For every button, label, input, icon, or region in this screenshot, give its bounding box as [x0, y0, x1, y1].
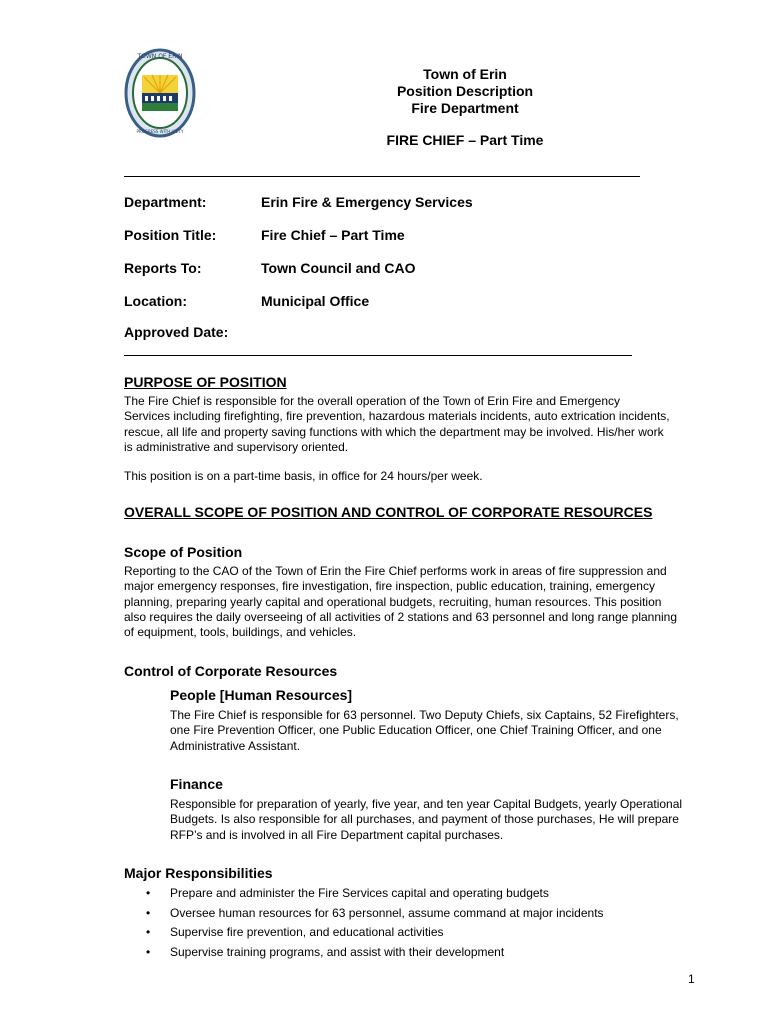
scope-line: planning, preparing yearly capital and operational budgets, recruiting, human resources. This position — [124, 594, 662, 609]
list-item: • Supervise fire prevention, and educational activities — [146, 925, 604, 945]
logo-text-bottom: PROGRESS WITH UNITY — [136, 129, 184, 134]
finance-line: RFP’s and is involved in all Fire Department capital purchases. — [170, 827, 504, 842]
people-line: The Fire Chief is responsible for 63 personnel. Two Deputy Chiefs, six Captains, 52 Firefighters, — [170, 708, 679, 722]
purpose-paragraph — [124, 394, 670, 455]
position-title-label: Position Title: — [124, 227, 217, 243]
responsibilities-list — [146, 886, 604, 964]
purpose-line: Services including firefighting, fire prevention, hazardous materials incidents, auto extrication incidents, — [124, 409, 670, 424]
position-title-value: Fire Chief – Part Time — [261, 227, 405, 243]
finance-heading: Finance — [170, 776, 223, 792]
control-heading: Control of Corporate Resources — [124, 663, 338, 679]
town-of-erin-seal-logo — [124, 47, 196, 139]
scope-paragraph — [124, 564, 677, 640]
divider-top — [124, 176, 640, 177]
header-position-title: FIRE CHIEF – Part Time — [386, 132, 544, 148]
purpose-line: rescue, all life and property saving functions with which the department may be involved. His/her work — [124, 424, 664, 439]
header-department: Fire Department — [411, 100, 519, 116]
major-responsibilities-heading: Major Responsibilities — [124, 865, 273, 881]
scope-line: of equipment, tools, buildings, and vehicles. — [124, 625, 357, 640]
people-heading: People [Human Resources] — [170, 687, 353, 703]
purpose-heading: PURPOSE OF POSITION — [124, 374, 287, 390]
scope-line: Reporting to the CAO of the Town of Erin the Fire Chief performs work in areas of fire suppression and — [124, 564, 667, 578]
overall-scope-heading: OVERALL SCOPE OF POSITION AND CONTROL OF CORPORATE RESOURCES — [124, 504, 653, 520]
location-label: Location: — [124, 293, 187, 309]
department-value: Erin Fire & Emergency Services — [261, 194, 473, 210]
people-paragraph — [170, 708, 679, 754]
purpose-line: The Fire Chief is responsible for the overall operation of the Town of Erin Fire and Emergency — [124, 394, 621, 408]
finance-line: Budgets. Is also responsible for all purchases, and payment of those purchases, He will prepare — [170, 812, 679, 827]
approved-date-label: Approved Date: — [124, 324, 229, 340]
finance-line: Responsible for preparation of yearly, five year, and ten year Capital Budgets, yearly Operational — [170, 797, 683, 811]
scope-heading: Scope of Position — [124, 544, 243, 560]
list-item: • Supervise training programs, and assist with their development — [146, 945, 604, 965]
page-number: 1 — [688, 972, 695, 986]
location-value: Municipal Office — [261, 293, 370, 309]
people-line: Administrative Assistant. — [170, 738, 301, 753]
reports-to-label: Reports To: — [124, 260, 202, 276]
part-time-note: This position is on a part-time basis, in office for 24 hours/per week. — [124, 469, 483, 483]
header-doc-type: Position Description — [396, 83, 534, 99]
header-town: Town of Erin — [423, 66, 507, 82]
department-label: Department: — [124, 194, 207, 210]
divider-approved — [124, 355, 632, 356]
logo-text-top: TOWN OF ERIN — [137, 53, 183, 60]
scope-line: major emergency responses, fire investigation, fire inspection, public education, training, emergency — [124, 579, 655, 594]
reports-to-value: Town Council and CAO — [261, 260, 416, 276]
scope-line: also requires the daily overseeing of all activities of 2 stations and 63 personnel and long range planning — [124, 609, 678, 624]
list-item: • Prepare and administer the Fire Services capital and operating budgets — [146, 886, 604, 906]
people-line: one Fire Prevention Officer, one Public Education Officer, one Chief Training Officer, and one — [170, 723, 662, 738]
purpose-line: is administrative and supervisory oriented. — [124, 439, 349, 454]
finance-paragraph — [170, 797, 682, 843]
list-item: • Oversee human resources for 63 personnel, assume command at major incidents — [146, 906, 604, 926]
